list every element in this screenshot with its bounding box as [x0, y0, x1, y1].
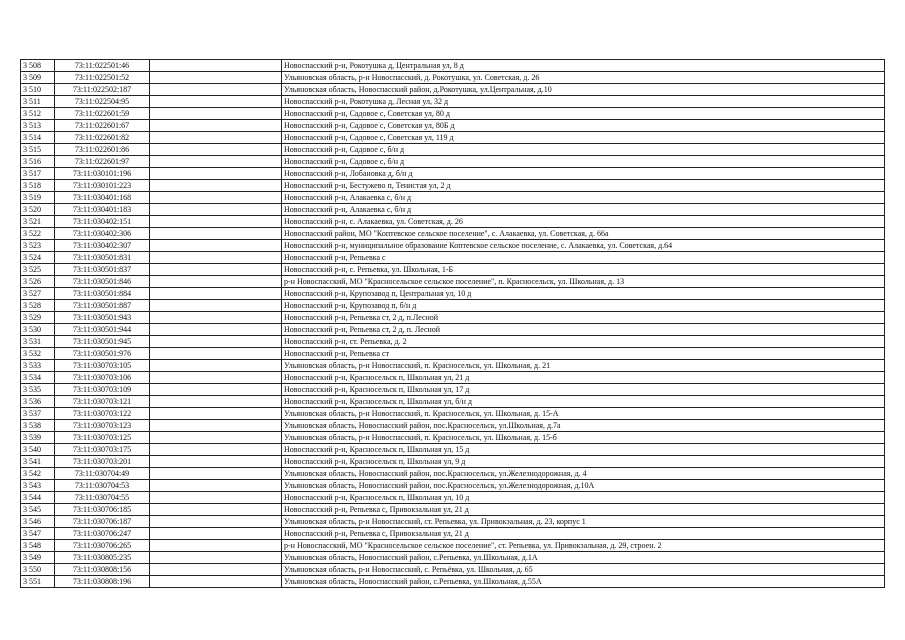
table-row: [21, 156, 885, 168]
cadastral-number-cell: 73:11:022501:52: [55, 72, 150, 84]
row-number-cell: 3 528: [21, 300, 55, 312]
cadastral-number-cell: 73:11:030808:156: [55, 564, 150, 576]
table-row: [21, 192, 885, 204]
address-cell: Новоспасский район, МО "Коптевское сельское поселение", с. Алакаевка, ул. Советская, д. 66а: [282, 228, 885, 240]
table-row: [21, 576, 885, 588]
cadastral-number-cell: 73:11:030704:55: [55, 492, 150, 504]
empty-cell: [150, 360, 282, 372]
cadastral-number-cell: 73:11:030402:307: [55, 240, 150, 252]
address-cell: Новоспасский р-н, с. Алакаевка, ул. Советская, д. 26: [282, 216, 885, 228]
table-row: [21, 204, 885, 216]
address-cell: Ульяновская область, р-н Новоспасский, п. Красносельск, ул. Школьная, д. 15-б: [282, 432, 885, 444]
row-number-cell: 3 525: [21, 264, 55, 276]
empty-cell: [150, 72, 282, 84]
table-row: [21, 180, 885, 192]
row-number-cell: 3 512: [21, 108, 55, 120]
cadastral-number-cell: 73:11:030704:49: [55, 468, 150, 480]
table-row: [21, 300, 885, 312]
row-number-cell: 3 551: [21, 576, 55, 588]
empty-cell: [150, 480, 282, 492]
cadastral-number-cell: 73:11:030501:976: [55, 348, 150, 360]
address-cell: Ульяновская область, Новоспасский район, пос.Красносельск, ул.Школьная, д.7а: [282, 420, 885, 432]
empty-cell: [150, 456, 282, 468]
address-cell: Новоспасский р-н, Садовое с, б/н д: [282, 144, 885, 156]
empty-cell: [150, 216, 282, 228]
row-number-cell: 3 526: [21, 276, 55, 288]
empty-cell: [150, 396, 282, 408]
address-cell: Новоспасский р-н, Крупозавод п, б/н д: [282, 300, 885, 312]
cadastral-number-cell: 73:11:030703:105: [55, 360, 150, 372]
table-row: [21, 72, 885, 84]
cadastral-number-cell: 73:11:022504:95: [55, 96, 150, 108]
property-registry-table: [20, 59, 885, 588]
row-number-cell: 3 523: [21, 240, 55, 252]
cadastral-number-cell: 73:11:022502:187: [55, 84, 150, 96]
table-row: [21, 96, 885, 108]
row-number-cell: 3 531: [21, 336, 55, 348]
address-cell: Новоспасский р-н, Красносельск п, Школьная ул, 21 д: [282, 372, 885, 384]
registry-table-body: [21, 60, 885, 588]
address-cell: Ульяновская область, р-н Новоспасский, с. Репьёвка, ул. Школьная, д. 65: [282, 564, 885, 576]
cadastral-number-cell: 73:11:030703:106: [55, 372, 150, 384]
table-row: [21, 288, 885, 300]
row-number-cell: 3 530: [21, 324, 55, 336]
cadastral-number-cell: 73:11:022601:67: [55, 120, 150, 132]
empty-cell: [150, 276, 282, 288]
address-cell: Новоспасский р-н, Крупозавод п, Центральная ул, 10 д: [282, 288, 885, 300]
row-number-cell: 3 546: [21, 516, 55, 528]
cadastral-number-cell: 73:11:030706:185: [55, 504, 150, 516]
cadastral-number-cell: 73:11:030704:53: [55, 480, 150, 492]
empty-cell: [150, 564, 282, 576]
empty-cell: [150, 516, 282, 528]
cadastral-number-cell: 73:11:030703:201: [55, 456, 150, 468]
cadastral-number-cell: 73:11:030703:109: [55, 384, 150, 396]
empty-cell: [150, 288, 282, 300]
table-row: [21, 108, 885, 120]
table-row: [21, 168, 885, 180]
table-row: [21, 240, 885, 252]
empty-cell: [150, 348, 282, 360]
cadastral-number-cell: 73:11:030703:121: [55, 396, 150, 408]
row-number-cell: 3 514: [21, 132, 55, 144]
cadastral-number-cell: 73:11:030101:196: [55, 168, 150, 180]
cadastral-number-cell: 73:11:030401:183: [55, 204, 150, 216]
cadastral-number-cell: 73:11:030805:235: [55, 552, 150, 564]
cadastral-number-cell: 73:11:030703:125: [55, 432, 150, 444]
table-row: [21, 132, 885, 144]
empty-cell: [150, 132, 282, 144]
empty-cell: [150, 60, 282, 72]
row-number-cell: 3 550: [21, 564, 55, 576]
address-cell: Новоспасский р-н, Красносельск п, Школьная ул, 9 д: [282, 456, 885, 468]
table-row: [21, 60, 885, 72]
row-number-cell: 3 538: [21, 420, 55, 432]
cadastral-number-cell: 73:11:022501:46: [55, 60, 150, 72]
empty-cell: [150, 252, 282, 264]
cadastral-number-cell: 73:11:030501:884: [55, 288, 150, 300]
table-row: [21, 540, 885, 552]
table-row: [21, 516, 885, 528]
row-number-cell: 3 544: [21, 492, 55, 504]
empty-cell: [150, 432, 282, 444]
address-cell: Новоспасский р-н, Репьевка с: [282, 252, 885, 264]
empty-cell: [150, 492, 282, 504]
row-number-cell: 3 534: [21, 372, 55, 384]
table-row: [21, 84, 885, 96]
row-number-cell: 3 522: [21, 228, 55, 240]
address-cell: Новоспасский р-н, Красносельск п, Школьная ул, 15 д: [282, 444, 885, 456]
row-number-cell: 3 527: [21, 288, 55, 300]
table-row: [21, 468, 885, 480]
table-row: [21, 480, 885, 492]
empty-cell: [150, 228, 282, 240]
cadastral-number-cell: 73:11:022601:82: [55, 132, 150, 144]
row-number-cell: 3 513: [21, 120, 55, 132]
empty-cell: [150, 240, 282, 252]
row-number-cell: 3 533: [21, 360, 55, 372]
empty-cell: [150, 156, 282, 168]
cadastral-number-cell: 73:11:030402:151: [55, 216, 150, 228]
empty-cell: [150, 576, 282, 588]
row-number-cell: 3 529: [21, 312, 55, 324]
table-row: [21, 372, 885, 384]
empty-cell: [150, 384, 282, 396]
table-row: [21, 564, 885, 576]
table-row: [21, 504, 885, 516]
table-row: [21, 120, 885, 132]
table-row: [21, 360, 885, 372]
row-number-cell: 3 517: [21, 168, 55, 180]
row-number-cell: 3 540: [21, 444, 55, 456]
row-number-cell: 3 535: [21, 384, 55, 396]
table-row: [21, 144, 885, 156]
row-number-cell: 3 548: [21, 540, 55, 552]
table-row: [21, 420, 885, 432]
empty-cell: [150, 264, 282, 276]
table-row: [21, 528, 885, 540]
address-cell: Новоспасский р-н, Лобановка д, б/н д: [282, 168, 885, 180]
cadastral-number-cell: 73:11:030401:168: [55, 192, 150, 204]
address-cell: Новоспасский р-н, с. Репьевка, ул. Школьная, 1-Б: [282, 264, 885, 276]
row-number-cell: 3 511: [21, 96, 55, 108]
cadastral-number-cell: 73:11:022601:86: [55, 144, 150, 156]
empty-cell: [150, 168, 282, 180]
address-cell: Ульяновская область, р-н Новоспасский, п. Красносельск, ул. Школьная, д. 15-А: [282, 408, 885, 420]
table-row: [21, 264, 885, 276]
table-row: [21, 216, 885, 228]
row-number-cell: 3 532: [21, 348, 55, 360]
empty-cell: [150, 504, 282, 516]
table-row: [21, 252, 885, 264]
table-row: [21, 408, 885, 420]
table-row: [21, 396, 885, 408]
cadastral-number-cell: 73:11:030703:175: [55, 444, 150, 456]
row-number-cell: 3 537: [21, 408, 55, 420]
table-row: [21, 228, 885, 240]
document-page: [20, 59, 884, 588]
row-number-cell: 3 515: [21, 144, 55, 156]
empty-cell: [150, 192, 282, 204]
cadastral-number-cell: 73:11:030501:887: [55, 300, 150, 312]
empty-cell: [150, 96, 282, 108]
cadastral-number-cell: 73:11:030501:943: [55, 312, 150, 324]
address-cell: р-н Новоспасский, МО "Красносельское сельское поселение", ст. Репьевка, ул. Привокзальная, д. 29, строен. 2: [282, 540, 885, 552]
empty-cell: [150, 372, 282, 384]
address-cell: Новоспасский р-н, Репьевка ст, 2 д, п.Лесной: [282, 312, 885, 324]
row-number-cell: 3 520: [21, 204, 55, 216]
empty-cell: [150, 552, 282, 564]
cadastral-number-cell: 73:11:030501:945: [55, 336, 150, 348]
table-row: [21, 336, 885, 348]
row-number-cell: 3 521: [21, 216, 55, 228]
address-cell: Новоспасский р-н, Красносельск п, Школьная ул, б/н д: [282, 396, 885, 408]
table-row: [21, 324, 885, 336]
address-cell: Ульяновская область, Новоспасский район, пос.Красносельск, ул.Железнодорожная, д.10А: [282, 480, 885, 492]
empty-cell: [150, 120, 282, 132]
table-row: [21, 492, 885, 504]
row-number-cell: 3 509: [21, 72, 55, 84]
row-number-cell: 3 516: [21, 156, 55, 168]
cadastral-number-cell: 73:11:030501:837: [55, 264, 150, 276]
cadastral-number-cell: 73:11:030703:122: [55, 408, 150, 420]
address-cell: Новоспасский р-н, Рокотушка д, Лесная ул, 32 д: [282, 96, 885, 108]
cadastral-number-cell: 73:11:030501:831: [55, 252, 150, 264]
table-row: [21, 456, 885, 468]
address-cell: Новоспасский р-н, Алакаевка с, б/н д: [282, 204, 885, 216]
empty-cell: [150, 468, 282, 480]
empty-cell: [150, 204, 282, 216]
empty-cell: [150, 324, 282, 336]
address-cell: Ульяновская область, р-н Новоспасский, п. Красносельск, ул. Школьная, д. 21: [282, 360, 885, 372]
address-cell: Новоспасский р-н, Алакаевка с, б/н д: [282, 192, 885, 204]
cadastral-number-cell: 73:11:030808:196: [55, 576, 150, 588]
address-cell: Ульяновская область, Новоспасский район, пос.Красносельск, ул.Железнодорожная, д. 4: [282, 468, 885, 480]
address-cell: Ульяновская область, Новоспасский район, д.Рокотушка, ул.Центральная, д.10: [282, 84, 885, 96]
cadastral-number-cell: 73:11:022601:97: [55, 156, 150, 168]
address-cell: Ульяновская область, р-н Новоспасский, ст. Репьевка, ул. Привокзальная, д. 23, корпус 1: [282, 516, 885, 528]
address-cell: Новоспасский р-н, Красносельск п, Школьная ул, 10 д: [282, 492, 885, 504]
row-number-cell: 3 524: [21, 252, 55, 264]
cadastral-number-cell: 73:11:030703:123: [55, 420, 150, 432]
empty-cell: [150, 300, 282, 312]
cadastral-number-cell: 73:11:030501:944: [55, 324, 150, 336]
row-number-cell: 3 539: [21, 432, 55, 444]
empty-cell: [150, 312, 282, 324]
table-row: [21, 444, 885, 456]
cadastral-number-cell: 73:11:030706:247: [55, 528, 150, 540]
row-number-cell: 3 510: [21, 84, 55, 96]
row-number-cell: 3 543: [21, 480, 55, 492]
table-row: [21, 432, 885, 444]
row-number-cell: 3 542: [21, 468, 55, 480]
address-cell: Ульяновская область, р-н Новоспасский, д. Рокотушка, ул. Советская, д. 26: [282, 72, 885, 84]
empty-cell: [150, 84, 282, 96]
table-row: [21, 348, 885, 360]
address-cell: Новоспасский р-н, Репьевка ст, 2 д, п. Лесной: [282, 324, 885, 336]
address-cell: Новоспасский р-н, муниципальное образование Коптевское сельское поселение, с. Алакаевка, ул. Советская, д.64: [282, 240, 885, 252]
empty-cell: [150, 540, 282, 552]
empty-cell: [150, 144, 282, 156]
address-cell: Новоспасский р-н, ст. Репьевка, д. 2: [282, 336, 885, 348]
cadastral-number-cell: 73:11:030501:846: [55, 276, 150, 288]
empty-cell: [150, 336, 282, 348]
empty-cell: [150, 408, 282, 420]
row-number-cell: 3 545: [21, 504, 55, 516]
cadastral-number-cell: 73:11:030706:187: [55, 516, 150, 528]
address-cell: Новоспасский р-н, Бестужево п, Тенистая ул, 2 д: [282, 180, 885, 192]
row-number-cell: 3 549: [21, 552, 55, 564]
empty-cell: [150, 444, 282, 456]
address-cell: Ульяновская область, Новоспасский район, с.Репьевка, ул.Школьная, д.1А: [282, 552, 885, 564]
row-number-cell: 3 541: [21, 456, 55, 468]
empty-cell: [150, 108, 282, 120]
address-cell: Новоспасский р-н, Репьевка с, Привокзальная ул, 21 д: [282, 528, 885, 540]
cadastral-number-cell: 73:11:030101:223: [55, 180, 150, 192]
empty-cell: [150, 420, 282, 432]
row-number-cell: 3 547: [21, 528, 55, 540]
row-number-cell: 3 519: [21, 192, 55, 204]
address-cell: Новоспасский р-н, Рокотушка д, Центральная ул, 8 д: [282, 60, 885, 72]
address-cell: Новоспасский р-н, Репьевка ст: [282, 348, 885, 360]
address-cell: Ульяновская область, Новоспасский район, с.Репьевка, ул.Школьная, д.55А: [282, 576, 885, 588]
row-number-cell: 3 536: [21, 396, 55, 408]
table-row: [21, 312, 885, 324]
cadastral-number-cell: 73:11:022601:59: [55, 108, 150, 120]
empty-cell: [150, 180, 282, 192]
table-row: [21, 552, 885, 564]
address-cell: Новоспасский р-н, Репьевка с, Привокзальная ул, 21 д: [282, 504, 885, 516]
address-cell: р-н Новоспасский, МО "Красносельское сельское поселение", п. Красносельск, ул. Школьная, д. 13: [282, 276, 885, 288]
row-number-cell: 3 508: [21, 60, 55, 72]
address-cell: Новоспасский р-н, Садовое с, Советская ул, 80 д: [282, 108, 885, 120]
table-row: [21, 276, 885, 288]
address-cell: Новоспасский р-н, Садовое с, б/н д: [282, 156, 885, 168]
cadastral-number-cell: 73:11:030706:265: [55, 540, 150, 552]
address-cell: Новоспасский р-н, Садовое с, Советская ул, 119 д: [282, 132, 885, 144]
address-cell: Новоспасский р-н, Красносельск п, Школьная ул, 17 д: [282, 384, 885, 396]
cadastral-number-cell: 73:11:030402:306: [55, 228, 150, 240]
address-cell: Новоспасский р-н, Садовое с, Советская ул, 80Б д: [282, 120, 885, 132]
row-number-cell: 3 518: [21, 180, 55, 192]
table-row: [21, 384, 885, 396]
empty-cell: [150, 528, 282, 540]
